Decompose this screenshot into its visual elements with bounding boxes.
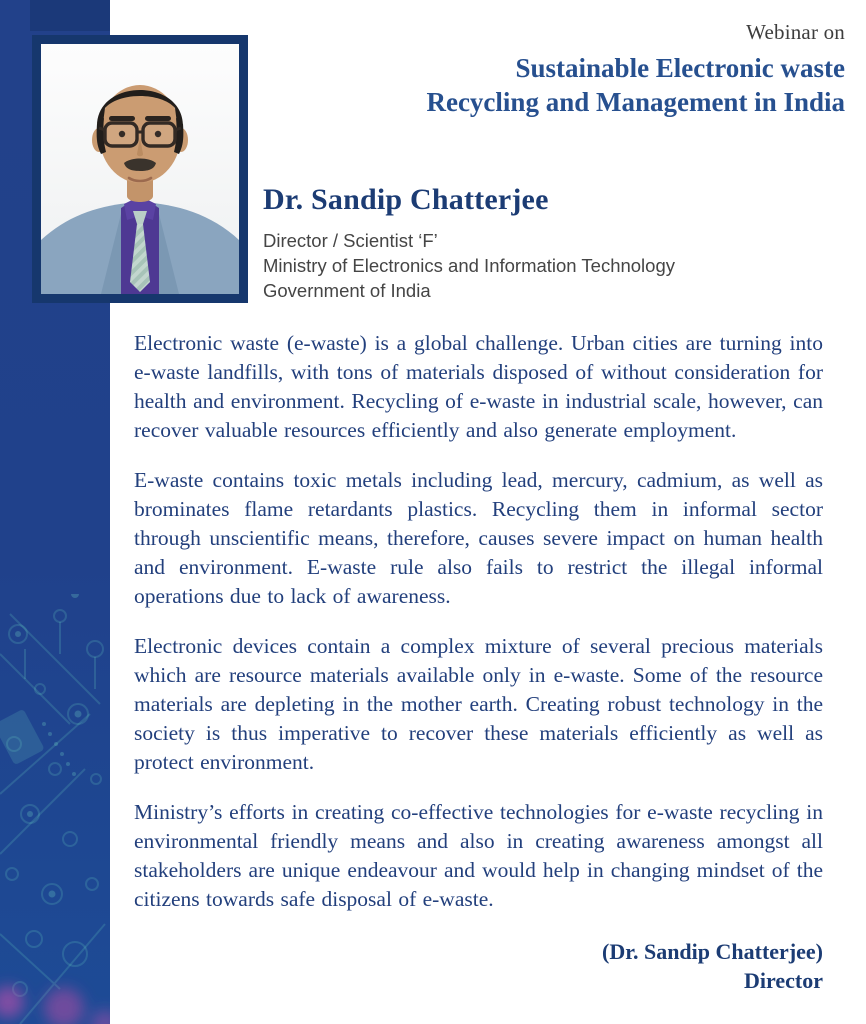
- webinar-title-line1: Sustainable Electronic waste: [515, 53, 845, 83]
- signature: [323, 937, 823, 995]
- abstract-paragraph: Ministry’s efforts in creating co-effective technologies for e-waste recycling in environmental friendly means and also in creating awareness amongst all stakeholders are unique endeavour and would help in changing mindset of the citizens towards safe disposal of e-waste.: [134, 800, 823, 911]
- webinar-title-line2: Recycling and Management in India: [426, 87, 845, 117]
- signature-title: Director: [744, 968, 823, 993]
- signature-name: (Dr. Sandip Chatterjee): [602, 939, 823, 964]
- speaker-name: Dr. Sandip Chatterjee: [263, 183, 549, 216]
- circuit-pattern-decoration: [0, 594, 110, 1024]
- speaker-details: [263, 228, 843, 303]
- abstract-text: [134, 329, 823, 935]
- abstract-paragraph: Electronic waste (e-waste) is a global challenge. Urban cities are turning into e-waste landfills, with tons of materials disposed of without consideration for health and environment. Recycling of e-waste in industrial scale, however, can recover valuable resources efficiently and also generate employment.: [134, 331, 823, 442]
- speaker-gov: Government of India: [263, 280, 431, 301]
- speaker-role: Director / Scientist ‘F’: [263, 230, 438, 251]
- speaker-org: Ministry of Electronics and Information Technology: [263, 255, 675, 276]
- abstract-paragraph: Electronic devices contain a complex mixture of several precious materials which are resource materials available only in e-waste. Some of the resource materials are depleting in the mother earth. Creating robust technology in the society is thus imperative to recover these materials efficiently as well as protect environment.: [134, 634, 823, 774]
- abstract-paragraph: E-waste contains toxic metals including lead, mercury, cadmium, as well as brominates flame retardants plastics. Recycling them in informal sector through unscientific means, therefore, causes severe impact on human health and environment. E-waste rule also fails to restrict the illegal informal operations due to lack of awareness.: [134, 468, 823, 608]
- speaker-photo: [32, 35, 248, 303]
- speaker-portrait-illustration: [41, 44, 239, 294]
- webinar-title: [285, 51, 845, 119]
- speaker-info: [263, 183, 843, 303]
- header: [285, 20, 845, 119]
- webinar-kicker: Webinar on: [746, 20, 845, 44]
- corner-accent-square: [30, 0, 110, 31]
